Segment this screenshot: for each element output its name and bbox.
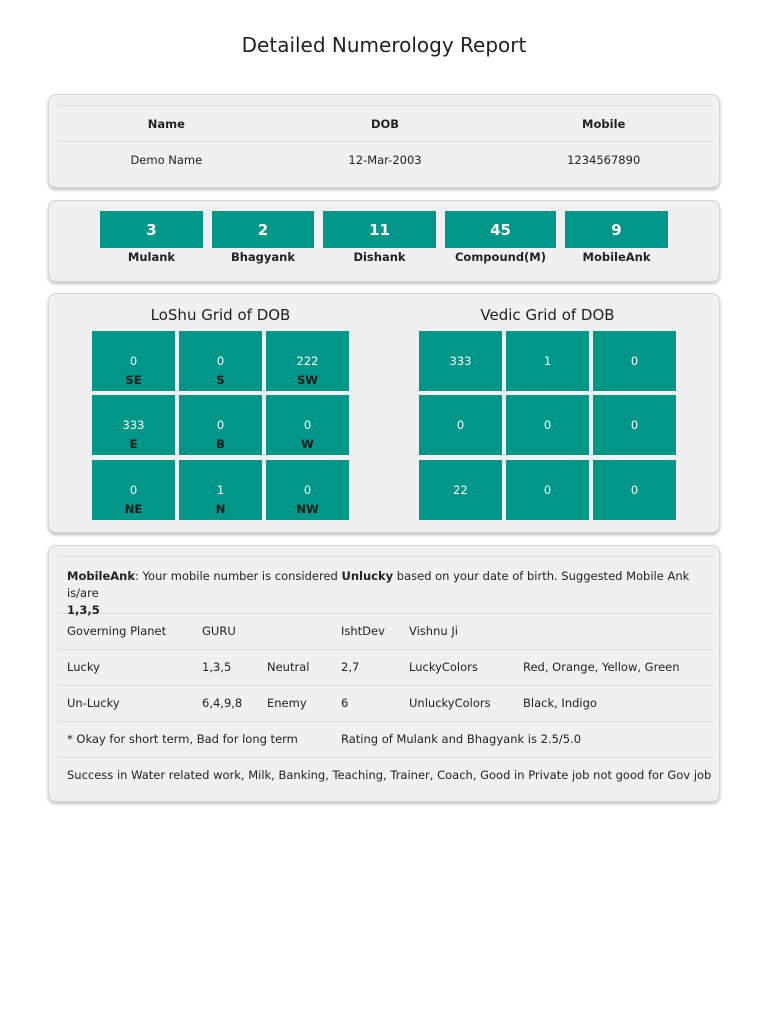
term-note: * Okay for short term, Bad for long term: [67, 732, 298, 746]
details-table: [57, 556, 713, 793]
bhagyank-value: 2: [212, 211, 314, 248]
mobileank-value: 9: [565, 211, 668, 248]
loshu-cell-direction: NW: [296, 502, 319, 516]
loshu-cell-ne: [92, 460, 175, 520]
vedic-cell-value: 0: [630, 483, 639, 497]
enemy-label: Enemy: [267, 696, 307, 710]
loshu-cell-se: [92, 331, 175, 391]
name-value: Demo Name: [130, 152, 203, 167]
loshu-grid-title: LoShu Grid of DOB: [150, 306, 291, 324]
numbers-card: [48, 200, 720, 282]
loshu-cell-value: 0: [303, 483, 312, 497]
mobile-ank-text: : Your mobile number is considered: [135, 569, 342, 583]
neutral-label: Neutral: [267, 660, 310, 674]
bhagyank-label: Bhagyank: [230, 250, 296, 264]
unlucky-value: 6,4,9,8: [202, 696, 243, 710]
mobile-ank-status: Unlucky: [341, 569, 394, 583]
compound-label: Compound(M): [454, 250, 547, 264]
note-row: [57, 722, 713, 758]
vedic-cell: [506, 460, 589, 520]
loshu-cell-value: 0: [303, 418, 312, 432]
mobile-ank-text-2: based on your date of birth. Suggested Mobile Ank is/are: [67, 569, 690, 600]
lucky-colors-label: LuckyColors: [409, 660, 478, 674]
vedic-cell-value: 0: [456, 418, 465, 432]
governing-planet-label: Governing Planet: [67, 624, 167, 638]
ishtdev-label: IshtDev: [341, 624, 385, 638]
lucky-value: 1,3,5: [202, 660, 232, 674]
vedic-cell-value: 333: [449, 354, 472, 368]
vedic-cell-value: 0: [630, 418, 639, 432]
vedic-cell-value: 1: [543, 354, 552, 368]
mobile-value: 1234567890: [567, 152, 641, 167]
enemy-value: 6: [341, 696, 349, 710]
loshu-cell-s: [179, 331, 262, 391]
loshu-cell-direction: N: [215, 502, 226, 516]
lucky-label: Lucky: [67, 660, 100, 674]
loshu-cell-direction: E: [129, 437, 138, 451]
vedic-cell: [419, 460, 502, 520]
loshu-cell-value: 1: [216, 483, 225, 497]
unlucky-label: Un-Lucky: [67, 696, 120, 710]
vedic-cell-value: 22: [453, 483, 468, 497]
mulank-label: Mulank: [127, 250, 176, 264]
rating-text: Rating of Mulank and Bhagyank is 2.5/5.0: [341, 732, 582, 746]
mobile-ank-row: [57, 557, 713, 617]
vedic-cell-value: 0: [543, 483, 552, 497]
dob-value: 12-Mar-2003: [348, 152, 422, 167]
name-header: Name: [147, 116, 185, 131]
vedic-cell-value: 0: [630, 354, 639, 368]
info-header-row: [57, 106, 713, 141]
loshu-cell-value: 0: [129, 354, 138, 368]
personal-info-table: [57, 105, 713, 177]
loshu-cell-sw: [266, 331, 349, 391]
unlucky-colors-label: UnluckyColors: [409, 696, 491, 710]
vedic-cell: [506, 395, 589, 455]
loshu-cell-n: [179, 460, 262, 520]
personal-info-card: [48, 94, 720, 188]
mobileank-label: MobileAnk: [582, 250, 651, 264]
vedic-grid-title: Vedic Grid of DOB: [480, 306, 615, 324]
career-row: [57, 758, 713, 793]
mobile-ank-label: MobileAnk: [67, 569, 135, 583]
loshu-cell-value: 0: [129, 483, 138, 497]
loshu-cell-direction: B: [216, 437, 225, 451]
governing-planet-row: [57, 614, 713, 650]
vedic-cell: [593, 395, 676, 455]
lucky-row: [57, 650, 713, 686]
loshu-cell-direction: NE: [124, 502, 143, 516]
lucky-colors-value: Red, Orange, Yellow, Green: [523, 660, 680, 674]
mulank-value: 3: [100, 211, 203, 248]
vedic-cell: [506, 331, 589, 391]
unlucky-colors-value: Black, Indigo: [523, 696, 597, 710]
ishtdev-value: Vishnu Ji: [409, 624, 458, 638]
info-value-row: [57, 141, 713, 177]
dob-header: DOB: [370, 116, 400, 131]
loshu-cell-b: [179, 395, 262, 455]
mobile-header: Mobile: [582, 116, 626, 131]
loshu-cell-value: 333: [122, 418, 145, 432]
loshu-cell-value: 0: [216, 354, 225, 368]
loshu-cell-value: 0: [216, 418, 225, 432]
vedic-cell: [419, 331, 502, 391]
loshu-cell-direction: S: [216, 373, 225, 387]
vedic-cell: [419, 395, 502, 455]
neutral-value: 2,7: [341, 660, 360, 674]
dishank-value: 11: [323, 211, 436, 248]
loshu-cell-value: 222: [296, 354, 319, 368]
vedic-cell: [593, 460, 676, 520]
loshu-cell-direction: SW: [297, 373, 318, 387]
governing-planet-value: GURU: [202, 624, 236, 638]
suggested-mobile-ank: 1,3,5: [67, 603, 100, 617]
vedic-cell-value: 0: [543, 418, 552, 432]
loshu-cell-direction: SE: [125, 373, 142, 387]
details-card: [48, 545, 720, 802]
compound-value: 45: [445, 211, 556, 248]
page-title: Detailed Numerology Report: [241, 33, 527, 57]
career-text: Success in Water related work, Milk, Banking, Teaching, Trainer, Coach, Good in Private job not good for Gov job: [67, 768, 712, 782]
loshu-cell-e: [92, 395, 175, 455]
dishank-label: Dishank: [353, 250, 406, 264]
grids-card: [48, 293, 720, 533]
vedic-cell: [593, 331, 676, 391]
loshu-cell-nw: [266, 460, 349, 520]
loshu-cell-w: [266, 395, 349, 455]
unlucky-row: [57, 686, 713, 722]
loshu-cell-direction: W: [301, 437, 314, 451]
